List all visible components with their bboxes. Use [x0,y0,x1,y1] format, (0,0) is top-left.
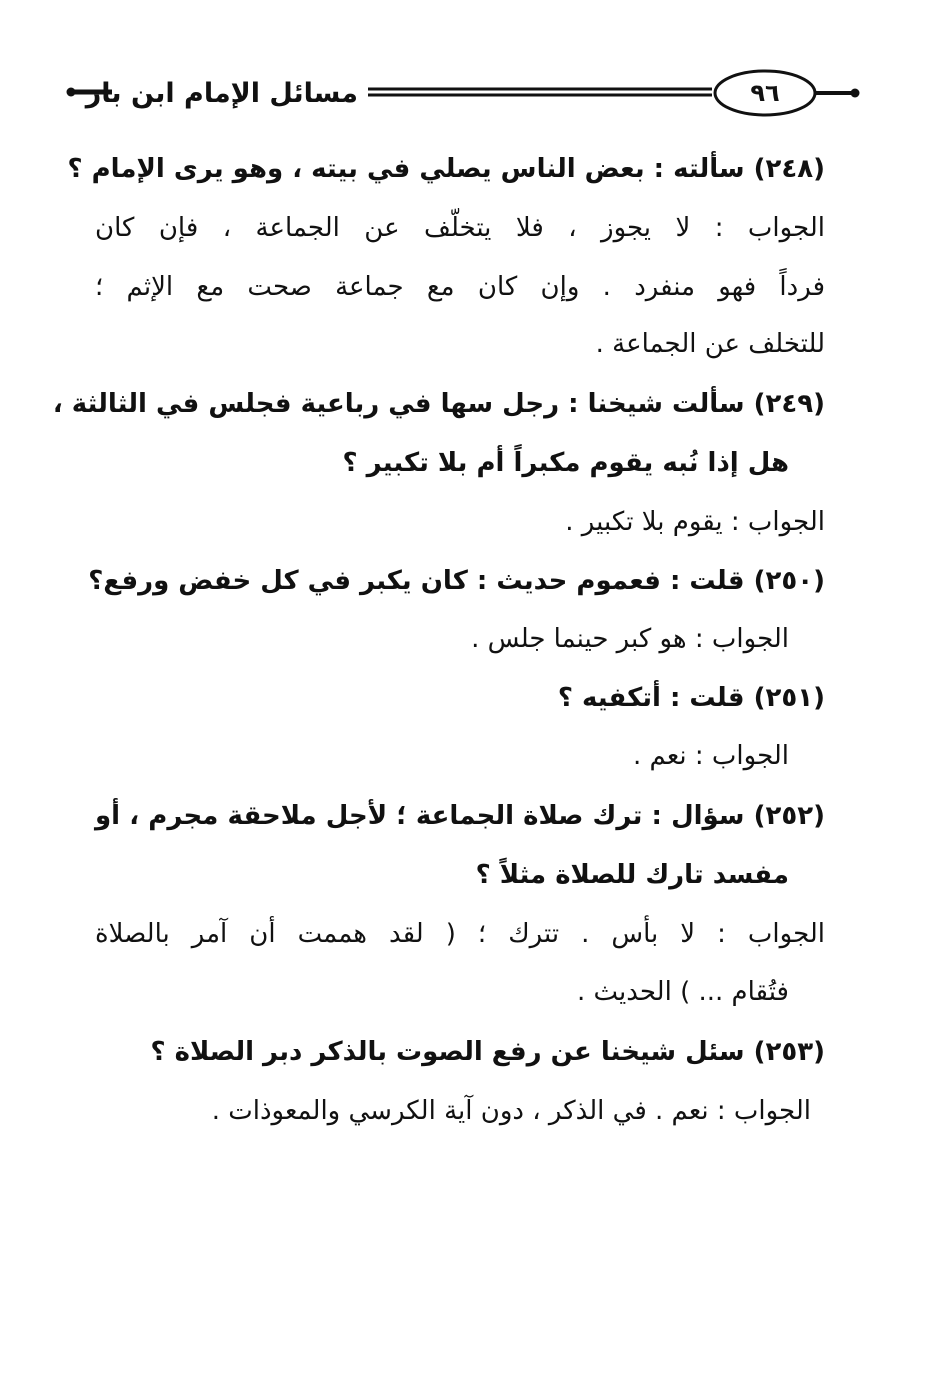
answer-248-line-2: فرداً فهو منفرد . وإن كان مع جماعة صحت مع الإثم ؛ [95,272,825,302]
question-249-line-1: (٢٤٩) سألت شيخنا : رجل سها في رباعية فجلس في الثالثة ، [52,389,825,419]
question-253: (٢٥٣) سئل شيخنا عن رفع الصوت بالذكر دبر الصلاة ؟ [150,1037,825,1067]
question-248: (٢٤٨) سألته : بعض الناس يصلي في بيته ، وهو يرى الإمام ؟ [67,154,825,184]
answer-252-line-1: الجواب : لا بأس . تترك ؛ ( لقد هممت أن آمر بالصلاة [95,919,825,949]
book-title: مسائل الإمام ابن باز [85,78,358,109]
answer-248-line-3: للتخلف عن الجماعة . [595,329,825,359]
answer-248-line-1: الجواب : لا يجوز ، فلا يتخلّف عن الجماعة ، فإن كان [95,213,825,243]
page-header [0,0,949,130]
answer-253: الجواب : نعم . في الذكر ، دون آية الكرسي والمعوذات . [211,1096,811,1126]
answer-249: الجواب : يقوم بلا تكبير . [565,507,825,537]
question-249-line-2: هل إذا نُبه يقوم مكبراً أم بلا تكبير ؟ [342,448,789,478]
question-252-line-1: (٢٥٢) سؤال : ترك صلاة الجماعة ؛ لأجل ملاحقة مجرم ، أو [95,801,825,831]
question-250: (٢٥٠) قلت : فعموم حديث : كان يكبر في كل خفض ورفع؟ [88,566,825,596]
question-252-line-2: مفسد تارك للصلاة مثلاً ؟ [475,860,789,890]
answer-252-line-2: فتُقام ... ) الحديث . [576,977,789,1007]
page-number: ٩٦ [750,79,780,107]
answer-251: الجواب : نعم . [633,741,789,771]
question-251: (٢٥١) قلت : أتكفيه ؟ [557,683,825,713]
answer-250: الجواب : هو كبر حينما جلس . [471,624,789,654]
